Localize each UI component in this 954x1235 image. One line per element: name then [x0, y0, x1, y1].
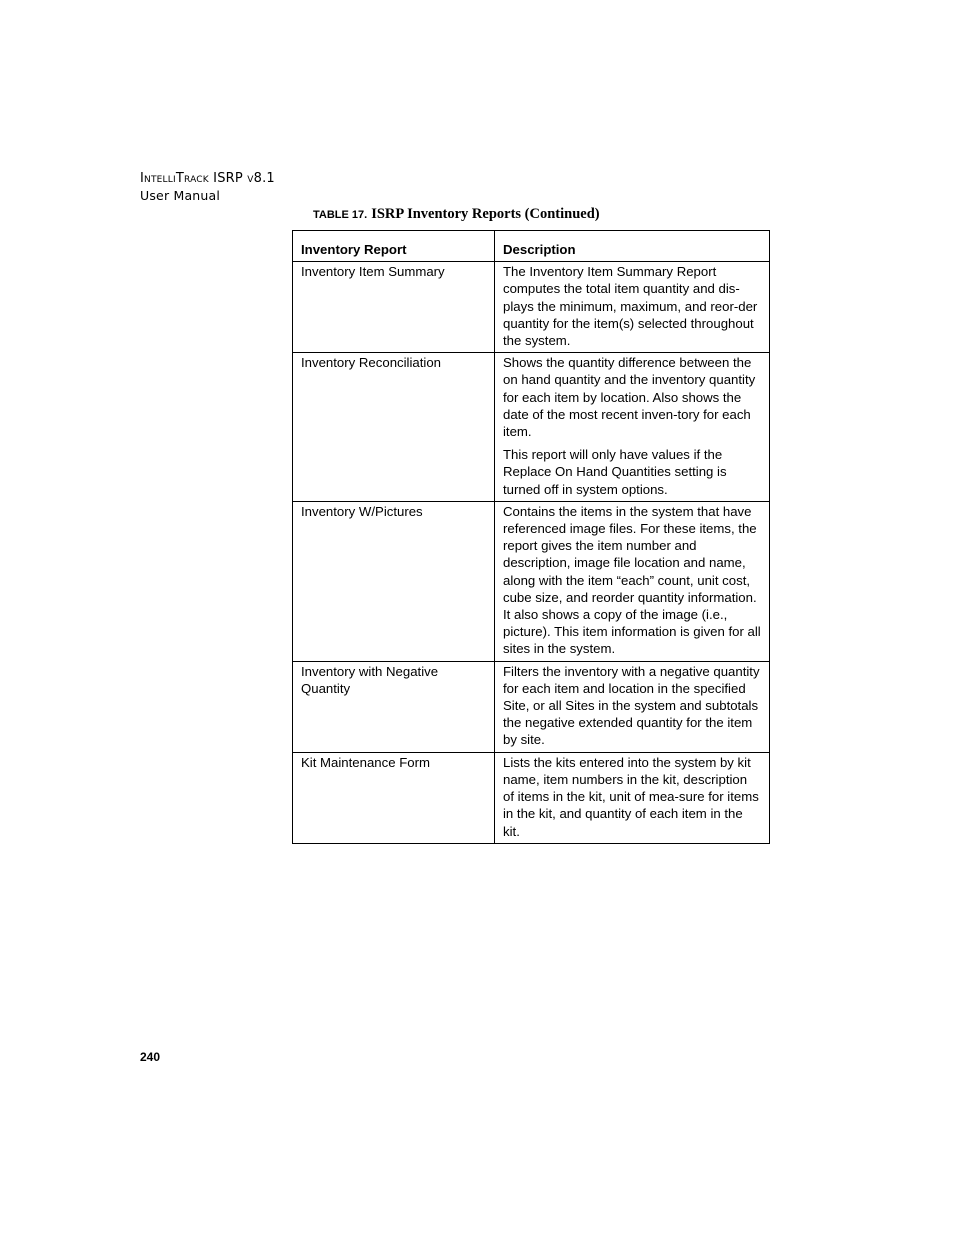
description-paragraph: Contains the items in the system that have referenced image files. For these items, the report gives the item number and description, image file location and name, along with the item “each” count, unit cost, cube size, and reorder quantity information. It also shows a copy of the image (i.e., picture). This item information is given for all sites in the system. — [503, 503, 761, 657]
table-row — [293, 661, 770, 752]
report-name-cell: Inventory Item Summary — [293, 262, 495, 353]
description-paragraph: The Inventory Item Summary Report computes the total item quantity and dis-plays the minimum, maximum, and reor-der quantity for the item(s) selected throughout the system. — [503, 264, 758, 349]
running-header — [140, 170, 275, 204]
description-cell — [495, 353, 770, 502]
description-cell — [495, 262, 770, 353]
description-cell — [495, 661, 770, 752]
description-cell — [495, 752, 770, 843]
description-paragraph: Shows the quantity difference between the on hand quantity and the inventory quantity for each item by location. Also shows the date of the most recent inven-tory for each item. — [503, 355, 756, 440]
inventory-reports-table — [292, 230, 770, 844]
column-header-description: Description — [495, 231, 770, 262]
column-header-inventory-report: Inventory Report — [293, 231, 495, 262]
description-paragraph: Filters the inventory with a negative quantity for each item and location in the specified Site, or all Sites in the system and subtotals the negative extended quantity for the item by site. — [503, 663, 760, 748]
page-number: 240 — [140, 1050, 161, 1064]
table-header-row — [293, 231, 770, 262]
table-row — [293, 501, 770, 661]
table-caption-title: ISRP Inventory Reports (Continued) — [371, 206, 600, 222]
table-row — [293, 262, 770, 353]
report-name-cell: Inventory with Negative Quantity — [293, 661, 495, 752]
product-title: IntelliTrack ISRP v8.1 — [140, 171, 275, 186]
table-row — [293, 353, 770, 502]
table-row — [293, 752, 770, 843]
table-caption — [313, 205, 600, 223]
description-paragraph: Lists the kits entered into the system by kit name, item numbers in the kit, description of items in the kit, unit of mea-sure for items in the kit, and quantity of each item in the kit. — [503, 754, 759, 839]
manual-subtitle: User Manual — [140, 188, 221, 203]
report-name-cell: Kit Maintenance Form — [293, 752, 495, 843]
table-caption-label: TABLE 17. — [313, 209, 368, 221]
report-name-cell: Inventory W/Pictures — [293, 501, 495, 661]
report-name-cell: Inventory Reconciliation — [293, 353, 495, 502]
description-paragraph: This report will only have values if the Replace On Hand Quantities setting is turned off in system options. — [503, 447, 727, 497]
description-cell — [495, 501, 770, 661]
